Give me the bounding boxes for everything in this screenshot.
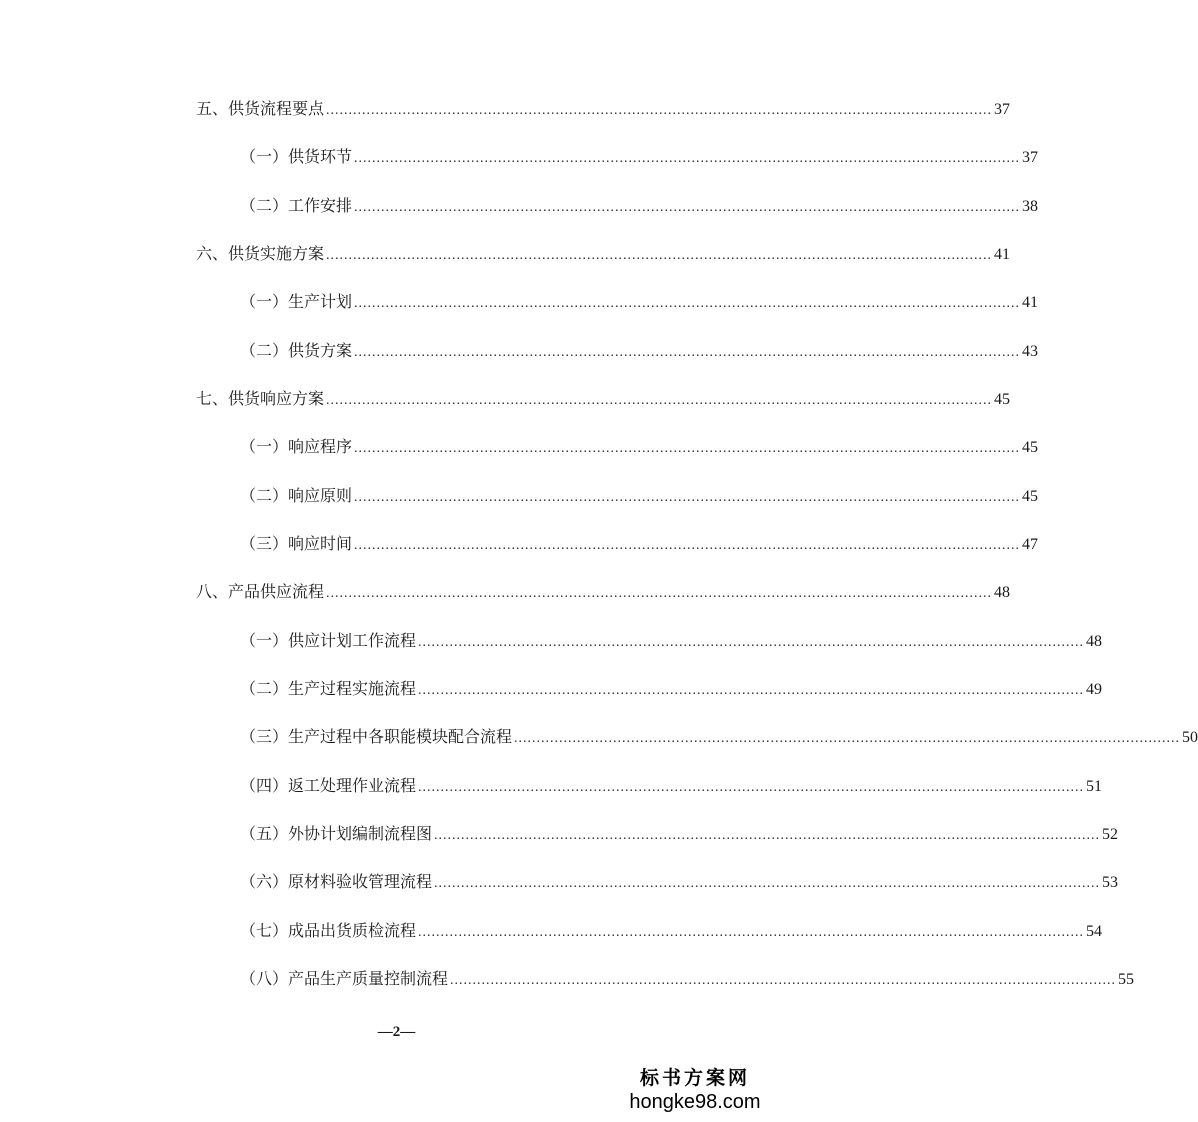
toc-leader-dots: .................................................................................................................................................... <box>418 635 1085 650</box>
toc-entry-title: （三）生产过程中各职能模块配合流程 <box>240 727 513 746</box>
toc-leader-dots: .................................................................................................................................................... <box>450 973 1117 988</box>
toc-entry-page: 54 <box>1086 923 1103 940</box>
toc-leader-dots: .................................................................................................................................................... <box>354 490 1021 505</box>
toc-entry-title: 五、供货流程要点 <box>196 99 325 118</box>
toc-entry[interactable] <box>240 532 1039 556</box>
toc-entry[interactable] <box>240 870 1119 894</box>
watermark-site-name: 标书方案网 <box>639 1067 750 1089</box>
toc-entry-title: （六）原材料验收管理流程 <box>240 872 433 891</box>
toc-entry-title: 八、产品供应流程 <box>196 582 325 601</box>
watermark-url: hongke98.com <box>629 1091 761 1113</box>
toc-entry-title: （五）外协计划编制流程图 <box>240 824 433 843</box>
toc-entry-page: 37 <box>1022 149 1039 166</box>
toc-leader-dots: .................................................................................................................................................... <box>326 586 993 601</box>
toc-leader-dots: .................................................................................................................................................... <box>354 296 1021 311</box>
toc-entry[interactable] <box>196 580 1011 604</box>
toc-entry-page: 49 <box>1086 681 1103 698</box>
toc-entry[interactable] <box>240 145 1039 169</box>
toc-leader-dots: .................................................................................................................................................... <box>326 248 993 263</box>
toc-leader-dots: .................................................................................................................................................... <box>418 780 1085 795</box>
toc-entry[interactable] <box>240 919 1103 943</box>
toc-entry[interactable] <box>240 629 1103 653</box>
toc-entry-page: 47 <box>1022 536 1039 553</box>
toc-entry-page: 41 <box>1022 294 1039 311</box>
toc-leader-dots: .................................................................................................................................................... <box>354 151 1021 166</box>
toc-entry[interactable] <box>240 774 1103 798</box>
toc-entry-page: 45 <box>1022 488 1039 505</box>
toc-entry-page: 55 <box>1118 971 1135 988</box>
toc-entry-page: 48 <box>1086 633 1103 650</box>
toc-entry[interactable] <box>196 387 1011 411</box>
toc-leader-dots: .................................................................................................................................................... <box>434 828 1101 843</box>
toc-entry-title: （八）产品生产质量控制流程 <box>240 969 449 988</box>
toc-entry-page: 45 <box>1022 439 1039 456</box>
toc-entry[interactable] <box>240 677 1103 701</box>
toc-entry[interactable] <box>196 97 1011 121</box>
toc-entry-title: （一）响应程序 <box>240 437 353 456</box>
toc-entry-page: 50 <box>1182 729 1198 746</box>
toc-leader-dots: .................................................................................................................................................... <box>354 538 1021 553</box>
toc-entry[interactable] <box>240 435 1039 459</box>
toc-entry-title: （七）成品出货质检流程 <box>240 921 417 940</box>
toc-entry-page: 38 <box>1022 198 1039 215</box>
toc-leader-dots: .................................................................................................................................................... <box>326 103 993 118</box>
toc-leader-dots: .................................................................................................................................................... <box>418 683 1085 698</box>
toc-entry-page: 45 <box>994 391 1011 408</box>
toc-leader-dots: .................................................................................................................................................... <box>514 731 1181 746</box>
toc-entry-title: （一）供应计划工作流程 <box>240 631 417 650</box>
toc-entry[interactable] <box>240 484 1039 508</box>
toc-entry-title: （二）供货方案 <box>240 341 353 360</box>
toc-entry[interactable] <box>240 194 1039 218</box>
toc-entry-page: 52 <box>1102 826 1119 843</box>
toc-entry-page: 53 <box>1102 874 1119 891</box>
toc-entry-title: （二）工作安排 <box>240 196 353 215</box>
toc-entry-title: （一）供货环节 <box>240 147 353 166</box>
toc-leader-dots: .................................................................................................................................................... <box>326 393 993 408</box>
toc-entry-page: 41 <box>994 246 1011 263</box>
toc-leader-dots: .................................................................................................................................................... <box>354 441 1021 456</box>
toc-entry[interactable] <box>240 290 1039 314</box>
site-watermark <box>615 1066 775 1114</box>
toc-entry-title: （四）返工处理作业流程 <box>240 776 417 795</box>
toc-entry-title: （二）生产过程实施流程 <box>240 679 417 698</box>
toc-entry-title: 六、供货实施方案 <box>196 244 325 263</box>
toc-entry[interactable] <box>240 967 1135 991</box>
toc-entry-page: 51 <box>1086 778 1103 795</box>
toc-entry[interactable] <box>240 725 1198 749</box>
toc-entry-page: 43 <box>1022 343 1039 360</box>
toc-leader-dots: .................................................................................................................................................... <box>354 200 1021 215</box>
toc-entry-page: 37 <box>994 101 1011 118</box>
page-number: —2— <box>377 1024 416 1040</box>
toc-entry-title: （一）生产计划 <box>240 292 353 311</box>
toc-entry-title: 七、供货响应方案 <box>196 389 325 408</box>
toc-entry-page: 48 <box>994 584 1011 601</box>
toc-entry-title: （二）响应原则 <box>240 486 353 505</box>
toc-entry[interactable] <box>240 822 1119 846</box>
toc-leader-dots: .................................................................................................................................................... <box>354 345 1021 360</box>
toc-entry[interactable] <box>196 242 1011 266</box>
toc-leader-dots: .................................................................................................................................................... <box>418 925 1085 940</box>
toc-leader-dots: .................................................................................................................................................... <box>434 876 1101 891</box>
toc-entry[interactable] <box>240 339 1039 363</box>
toc-entry-title: （三）响应时间 <box>240 534 353 553</box>
